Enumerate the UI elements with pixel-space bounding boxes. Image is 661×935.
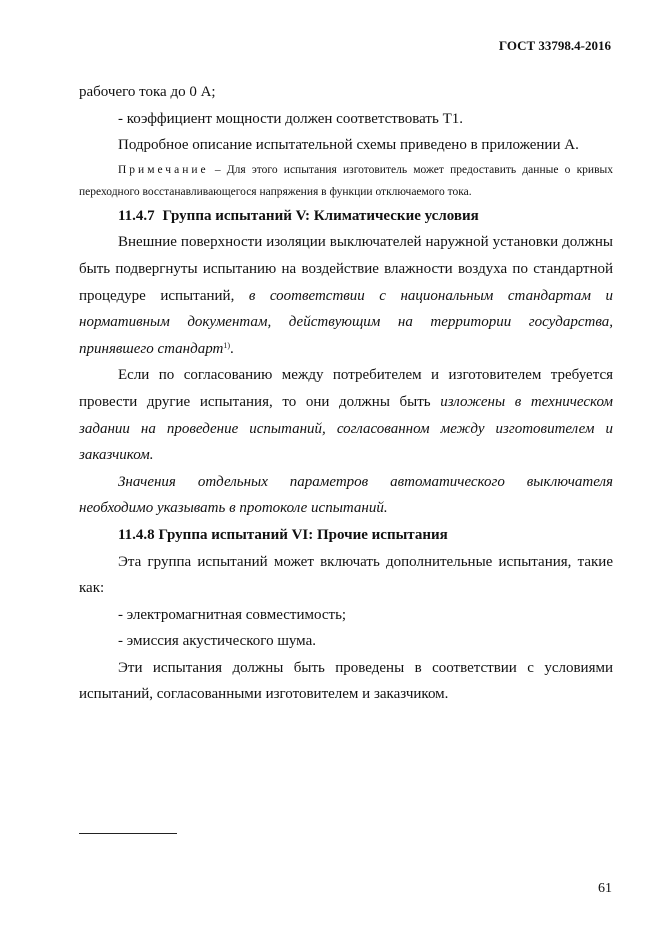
paragraph-other-tests: [79, 362, 613, 468]
text-italic: в соответствии с национальным стандартам и нормативным документам, действующим на территории государства, принявшего стандарт: [79, 287, 613, 357]
paragraph-conditions: Эти испытания должны быть проведены в соответствии с условиями испытаний, согласованными изготовителем и заказчиком.: [79, 659, 613, 703]
list-item-emc: - электромагнитная совместимость;: [118, 606, 347, 623]
paragraph-parameters: [79, 469, 613, 522]
paragraph-humidity-test: [79, 229, 613, 362]
footnote-ref: 1): [223, 340, 231, 350]
page-number: 61: [598, 881, 612, 896]
text-italic: Значения отдельных параметров автоматического выключателя необходимо указывать в протоколе испытаний.: [79, 473, 613, 517]
note-label: Примечание: [118, 163, 209, 176]
paragraph-additional-tests: Эта группа испытаний может включать дополнительные испытания, такие как:: [79, 553, 613, 597]
section-number: 11.4.7: [118, 207, 155, 224]
paragraph-continuation: рабочего тока до 0 А;: [79, 84, 216, 100]
list-item-power-factor: - коэффициент мощности должен соответствовать Т1.: [118, 110, 463, 127]
paragraph-test-scheme: Подробное описание испытательной схемы приведено в приложении А.: [118, 137, 579, 154]
section-heading-11-4-8: [79, 522, 613, 549]
note: [79, 159, 613, 203]
page-body: [79, 79, 613, 708]
note-text: – Для этого испытания изготовитель может предоставить данные о кривых переходного восстанавливающегося напряжения в функции отключаемого тока.: [79, 163, 613, 198]
text-plain: .: [230, 340, 234, 357]
section-title: Группа испытаний VI: Прочие испытания: [158, 526, 448, 543]
document-header: ГОСТ 33798.4-2016: [498, 38, 611, 53]
text-plain: Если по согласованию между потребителем и изготовителем требуется провести другие испытания, то они должны быть: [79, 367, 613, 410]
section-heading-11-4-7: [79, 203, 613, 230]
text-plain: Внешние поверхности изоляции выключателей наружной установки должны быть подвергнуты испытанию на воздействие влажности воздуха по стандартной процедуре испытаний,: [79, 234, 613, 304]
footnote-separator: [79, 833, 177, 834]
section-number: 11.4.8: [118, 526, 155, 543]
text-italic: изложены в техническом задании на проведение испытаний, согласованном между изготовителем и заказчиком.: [79, 393, 613, 464]
section-title: Группа испытаний V: Климатические условия: [162, 207, 479, 224]
list-item-noise: - эмиссия акустического шума.: [118, 633, 316, 650]
